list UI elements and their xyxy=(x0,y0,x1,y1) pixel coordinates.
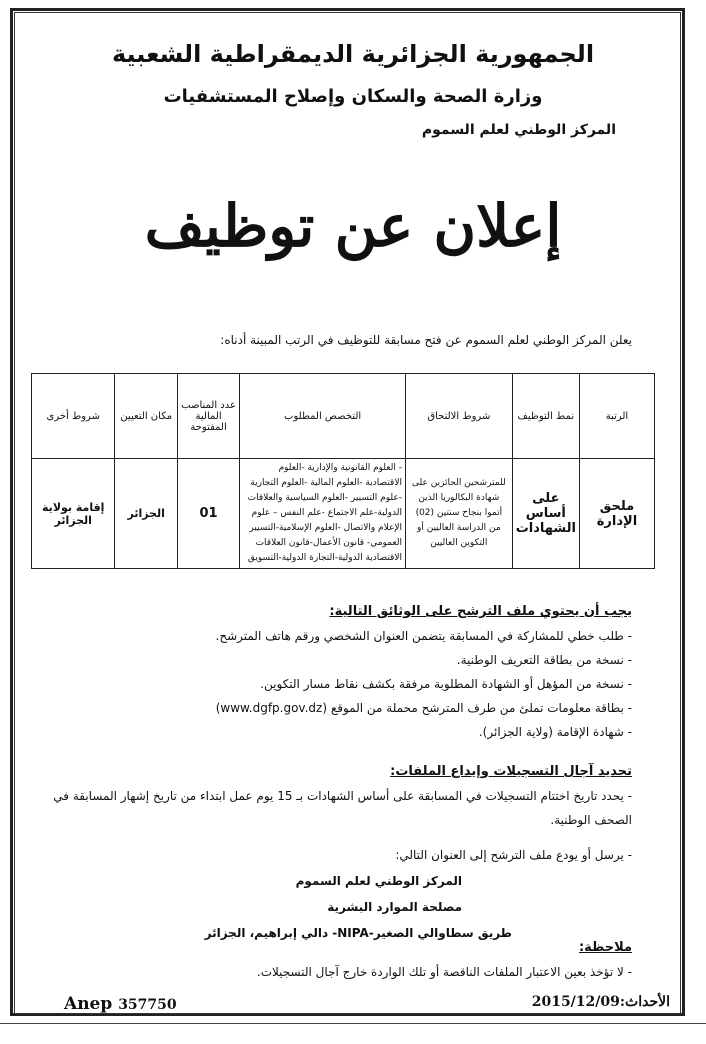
bottom-rule xyxy=(0,1023,706,1024)
cell-grade: ملحق الإدارة xyxy=(579,459,654,569)
anep-number: 357750 xyxy=(118,997,177,1013)
col-place: مكان التعيين xyxy=(115,374,177,459)
note-heading: ملاحظة: xyxy=(578,940,632,955)
list-item: - نسخة من المؤهل أو الشهادة المطلوبة مرفقة بكشف نقاط مسار التكوين. xyxy=(260,677,632,691)
address-line-2: مصلحة الموارد البشرية xyxy=(327,900,462,914)
address-line-3: طريق سطاوالي الصغير-NIPA- دالي إبراهيم، الجزائر xyxy=(204,926,512,940)
col-grade: الرتبة xyxy=(579,374,654,459)
list-item: - بطاقة معلومات تملئ من طرف المترشح محملة من الموقع (www.dgfp.gov.dz) xyxy=(215,701,632,715)
deadlines-text: - يحدد تاريخ اختتام التسجيلات في المسابقة على أساس الشهادات بـ 15 يوم عمل ابتداء من تاريخ إشهار المسابقة في الصحف الوطنية. xyxy=(53,789,632,827)
col-mode: نمط التوظيف xyxy=(512,374,579,459)
documents-heading: يجب أن يحتوي ملف الترشح على الوثائق التالية: xyxy=(329,604,632,619)
recruitment-table xyxy=(31,373,655,569)
list-item: - طلب خطي للمشاركة في المسابقة يتضمن العنوان الشخصي ورقم هاتف المترشح. xyxy=(215,629,632,643)
newspaper-name: الأحداث xyxy=(625,994,670,1010)
anep-label: Anep xyxy=(64,994,113,1014)
page-title: إعلان عن توظيف xyxy=(144,192,562,260)
col-specialty: التخصص المطلوب xyxy=(240,374,406,459)
table-row xyxy=(32,459,655,569)
publication-date: 2015/12/09 xyxy=(531,994,620,1010)
intro-text: يعلن المركز الوطني لعلم السموم عن فتح مسابقة للتوظيف في الرتب المبينة أدناه: xyxy=(220,333,632,347)
cell-place: الجزائر xyxy=(115,459,177,569)
center-heading: المركز الوطني لعلم السموم xyxy=(421,122,616,138)
note-section xyxy=(32,936,632,984)
deadlines-section xyxy=(32,760,632,832)
publication-info: الأحداث:2015/12/09 xyxy=(531,994,670,1010)
documents-list xyxy=(72,624,632,744)
note-text: - لا تؤخذ بعين الاعتبار الملفات الناقصة أو تلك الواردة خارج آجال التسجيلات. xyxy=(256,965,632,979)
anep-reference xyxy=(64,994,177,1014)
documents-section xyxy=(72,600,632,744)
address-section xyxy=(32,842,632,946)
list-item: - نسخة من بطاقة التعريف الوطنية. xyxy=(456,653,632,667)
deadlines-heading: تحديد آجال التسجيلات وإيداع الملفات: xyxy=(390,764,632,779)
col-posts: عدد المناصب المالية المفتوحة xyxy=(177,374,239,459)
col-other: شروط أخرى xyxy=(32,374,115,459)
col-conditions: شروط الالتحاق xyxy=(405,374,512,459)
table-header-row xyxy=(32,374,655,459)
cell-mode: على أساس الشهادات xyxy=(512,459,579,569)
address-lead: - يرسل أو يودع ملف الترشح إلى العنوان التالي: xyxy=(395,848,632,862)
cell-conditions: للمترشحين الحائزين على شهادة البكالوريا الذين أتموا بنجاح سنتين (02) من الدراسة العاليين أو التكوين العاليين xyxy=(405,459,512,569)
cell-specialty: - العلوم القانونية والإدارية -العلوم الاقتصادية -العلوم المالية -العلوم التجارية -علوم التسيير -العلوم السياسية والعلاقات الدولية-علم الاجتماع -علم النفس – علوم الإعلام والاتصال -العلوم الإسلامية-التسيير العمومي- قانون الأعمال-قانون العلاقات الاقتصادية الدولية-التجارة الدولية-التسويق xyxy=(240,459,406,569)
address-line-1: المركز الوطني لعلم السموم xyxy=(295,874,462,888)
ministry-heading: وزارة الصحة والسكان وإصلاح المستشفيات xyxy=(163,86,543,107)
cell-posts: 01 xyxy=(177,459,239,569)
list-item: - شهادة الإقامة (ولاية الجزائر). xyxy=(478,725,632,739)
republic-heading: الجمهورية الجزائرية الديمقراطية الشعبية xyxy=(111,40,595,68)
cell-other: إقامة بولاية الجزائر xyxy=(32,459,115,569)
